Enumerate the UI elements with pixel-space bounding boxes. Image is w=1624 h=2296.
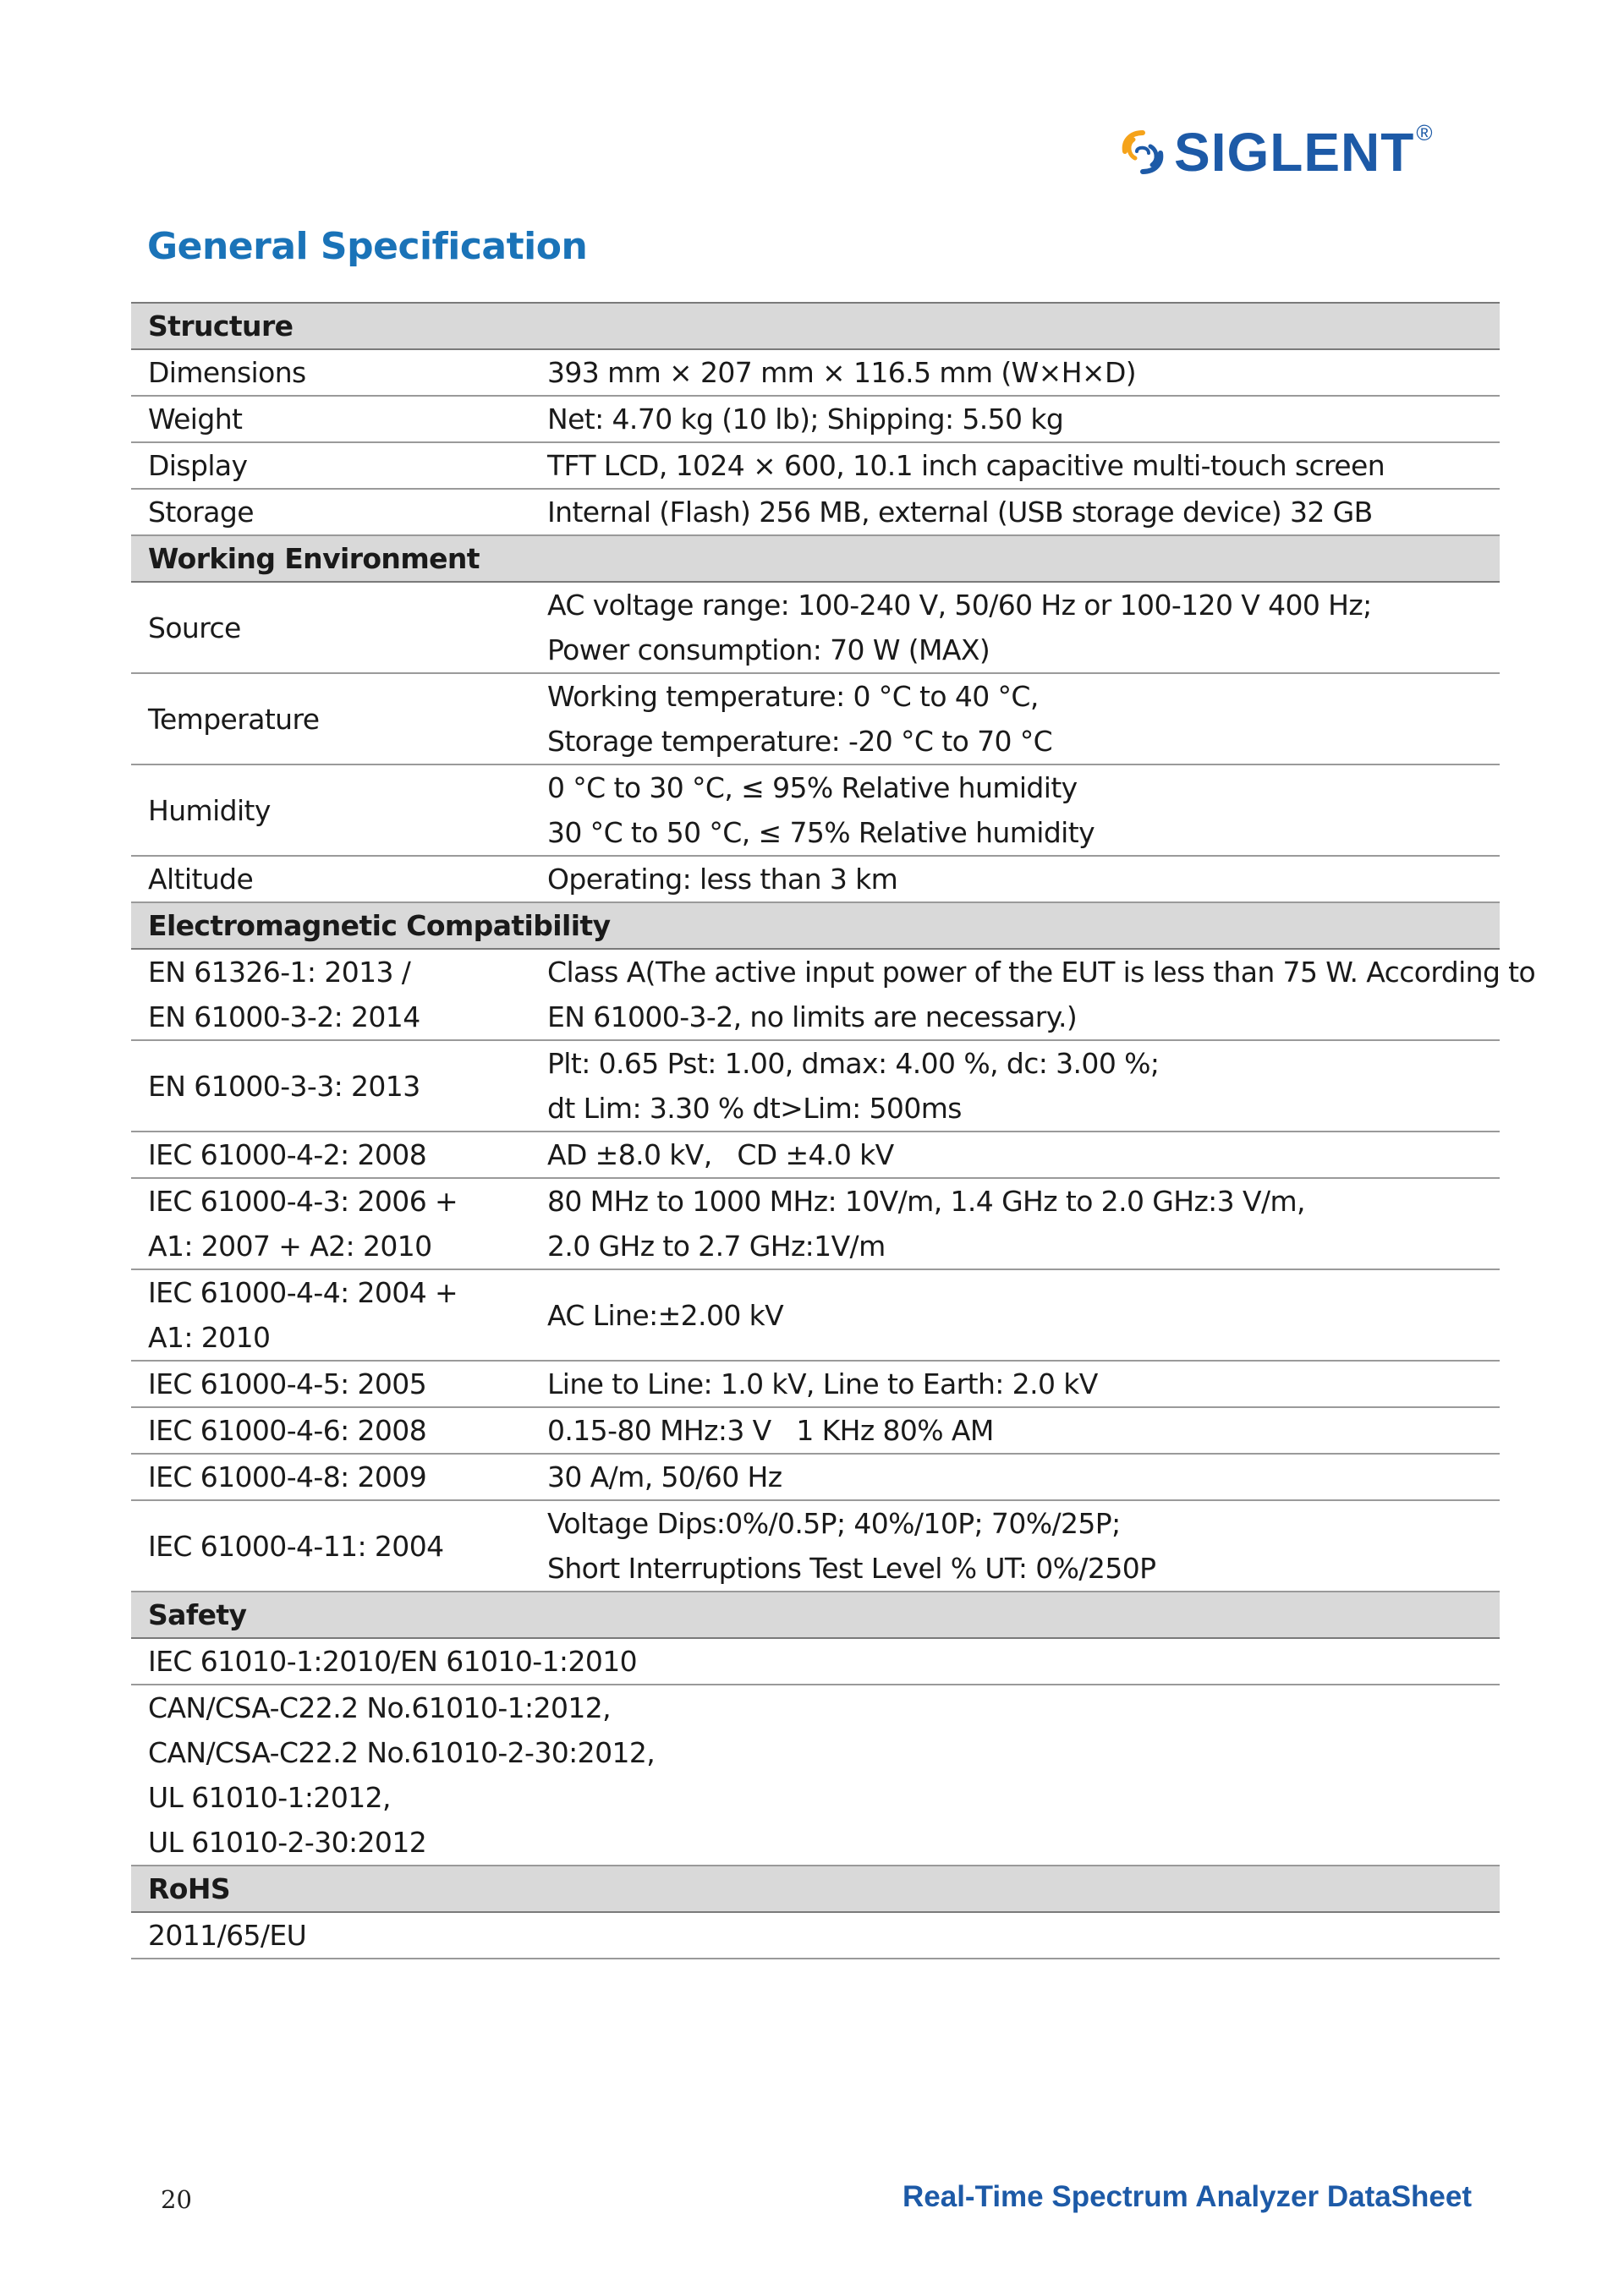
spec-value [530,582,1500,673]
spec-value [530,949,1536,1040]
spec-label: Storage [131,489,530,535]
label-line: IEC 61000-4-4: 2004 + [148,1276,458,1309]
spec-label: IEC 61000-4-8: 2009 [131,1454,530,1500]
table-row [131,1269,1500,1361]
value-line: Working temperature: 0 °C to 40 °C, [547,680,1039,713]
section-header-emc [131,902,1500,949]
standard-line: CAN/CSA-C22.2 No.61010-1:2012, [148,1691,612,1724]
value-line: Power consumption: 70 W (MAX) [547,633,990,666]
spec-label: IEC 61000-4-6: 2008 [131,1407,530,1454]
spec-value: 0.15-80 MHz:3 V 1 KHz 80% AM [530,1407,1500,1454]
value-line: Voltage Dips:0%/0.5P; 40%/10P; 70%/25P; [547,1507,1121,1540]
spec-label: Dimensions [131,349,530,396]
section-title: Structure [131,303,1500,349]
section-title: RoHS [131,1866,1500,1912]
table-row [131,1040,1500,1132]
table-row [131,442,1500,489]
table-row [131,1638,1500,1685]
table-row [131,489,1500,535]
spec-label: Temperature [131,673,530,764]
value-line: EN 61000-3-2, no limits are necessary.) [547,1000,1078,1033]
standard-line: UL 61010-2-30:2012 [148,1826,427,1859]
page-number: 20 [161,2185,192,2214]
spec-value: Line to Line: 1.0 kV, Line to Earth: 2.0 kV [530,1361,1500,1407]
table-row [131,582,1500,673]
spec-value: AC Line:±2.00 kV [530,1269,1500,1361]
spec-value: Internal (Flash) 256 MB, external (USB storage device) 32 GB [530,489,1500,535]
spec-label: Source [131,582,530,673]
registered-mark: ® [1416,120,1433,145]
value-line: Plt: 0.65 Pst: 1.00, dmax: 4.00 %, dc: 3.00 %; [547,1047,1160,1080]
table-row [131,1912,1500,1959]
value-line: 80 MHz to 1000 MHz: 10V/m, 1.4 GHz to 2.0 GHz:3 V/m, [547,1185,1305,1218]
footer-doc-title: Real-Time Spectrum Analyzer DataSheet [902,2180,1472,2213]
spec-label: IEC 61000-4-5: 2005 [131,1361,530,1407]
value-line: AC voltage range: 100-240 V, 50/60 Hz or 100-120 V 400 Hz; [547,589,1372,622]
spec-label: Weight [131,396,530,442]
section-title: Working Environment [131,535,1500,582]
spec-value: AD ±8.0 kV, CD ±4.0 kV [530,1132,1500,1178]
table-row [131,764,1500,856]
value-line: Short Interruptions Test Level % UT: 0%/250P [547,1552,1156,1585]
table-row [131,949,1500,1040]
label-line: IEC 61000-4-3: 2006 + [148,1185,458,1218]
table-row [131,396,1500,442]
spec-value: Net: 4.70 kg (10 lb); Shipping: 5.50 kg [530,396,1500,442]
spec-value [530,1500,1500,1592]
value-line: Class A(The active input power of the EUT is less than 75 W. According to [547,956,1536,989]
page-title: General Specification [147,225,588,268]
section-title: Safety [131,1592,1500,1638]
section-header-rohs [131,1866,1500,1912]
label-line: A1: 2010 [148,1321,271,1354]
section-header-safety [131,1592,1500,1638]
value-line: dt Lim: 3.30 % dt>Lim: 500ms [547,1092,962,1125]
spec-label: IEC 61000-4-2: 2008 [131,1132,530,1178]
table-row [131,673,1500,764]
table-row [131,349,1500,396]
table-row [131,1500,1500,1592]
spec-label [131,1178,530,1269]
rohs-directive: 2011/65/EU [131,1912,1500,1959]
standard-line: UL 61010-1:2012, [148,1781,391,1814]
table-row [131,1454,1500,1500]
siglent-swirl-icon [1118,128,1167,177]
brand-logo [1118,118,1473,186]
spec-table [131,302,1536,1959]
spec-label: IEC 61000-4-11: 2004 [131,1500,530,1592]
spec-label: EN 61000-3-3: 2013 [131,1040,530,1132]
spec-value [530,1040,1500,1132]
table-row [131,1178,1500,1269]
table-row [131,1361,1500,1407]
value-line: 30 °C to 50 °C, ≤ 75% Relative humidity [547,816,1095,849]
spec-value: 30 A/m, 50/60 Hz [530,1454,1500,1500]
spec-label: Display [131,442,530,489]
label-line: EN 61000-3-2: 2014 [148,1000,420,1033]
value-line: Storage temperature: -20 °C to 70 °C [547,725,1053,758]
table-row [131,1685,1500,1866]
table-row [131,1132,1500,1178]
section-title: Electromagnetic Compatibility [131,902,1500,949]
value-line: 0 °C to 30 °C, ≤ 95% Relative humidity [547,771,1078,804]
spec-label: Altitude [131,856,530,902]
spec-value [530,1178,1500,1269]
spec-label: Humidity [131,764,530,856]
spec-value: Operating: less than 3 km [530,856,1500,902]
spec-label [131,1269,530,1361]
table-row [131,1407,1500,1454]
safety-standard: IEC 61010-1:2010/EN 61010-1:2010 [131,1638,1500,1685]
value-line: 2.0 GHz to 2.7 GHz:1V/m [547,1230,886,1263]
spec-value: 393 mm × 207 mm × 116.5 mm (W×H×D) [530,349,1500,396]
spec-value [530,673,1500,764]
section-header-environment [131,535,1500,582]
label-line: A1: 2007 + A2: 2010 [148,1230,432,1263]
spec-label [131,949,530,1040]
standard-line: CAN/CSA-C22.2 No.61010-2-30:2012, [148,1736,656,1769]
spec-value: TFT LCD, 1024 × 600, 10.1 inch capacitive multi-touch screen [530,442,1500,489]
section-header-structure [131,303,1500,349]
table-row [131,856,1500,902]
safety-standards [131,1685,1500,1866]
spec-value [530,764,1500,856]
label-line: EN 61326-1: 2013 / [148,956,411,989]
brand-name: SIGLENT [1174,122,1415,183]
